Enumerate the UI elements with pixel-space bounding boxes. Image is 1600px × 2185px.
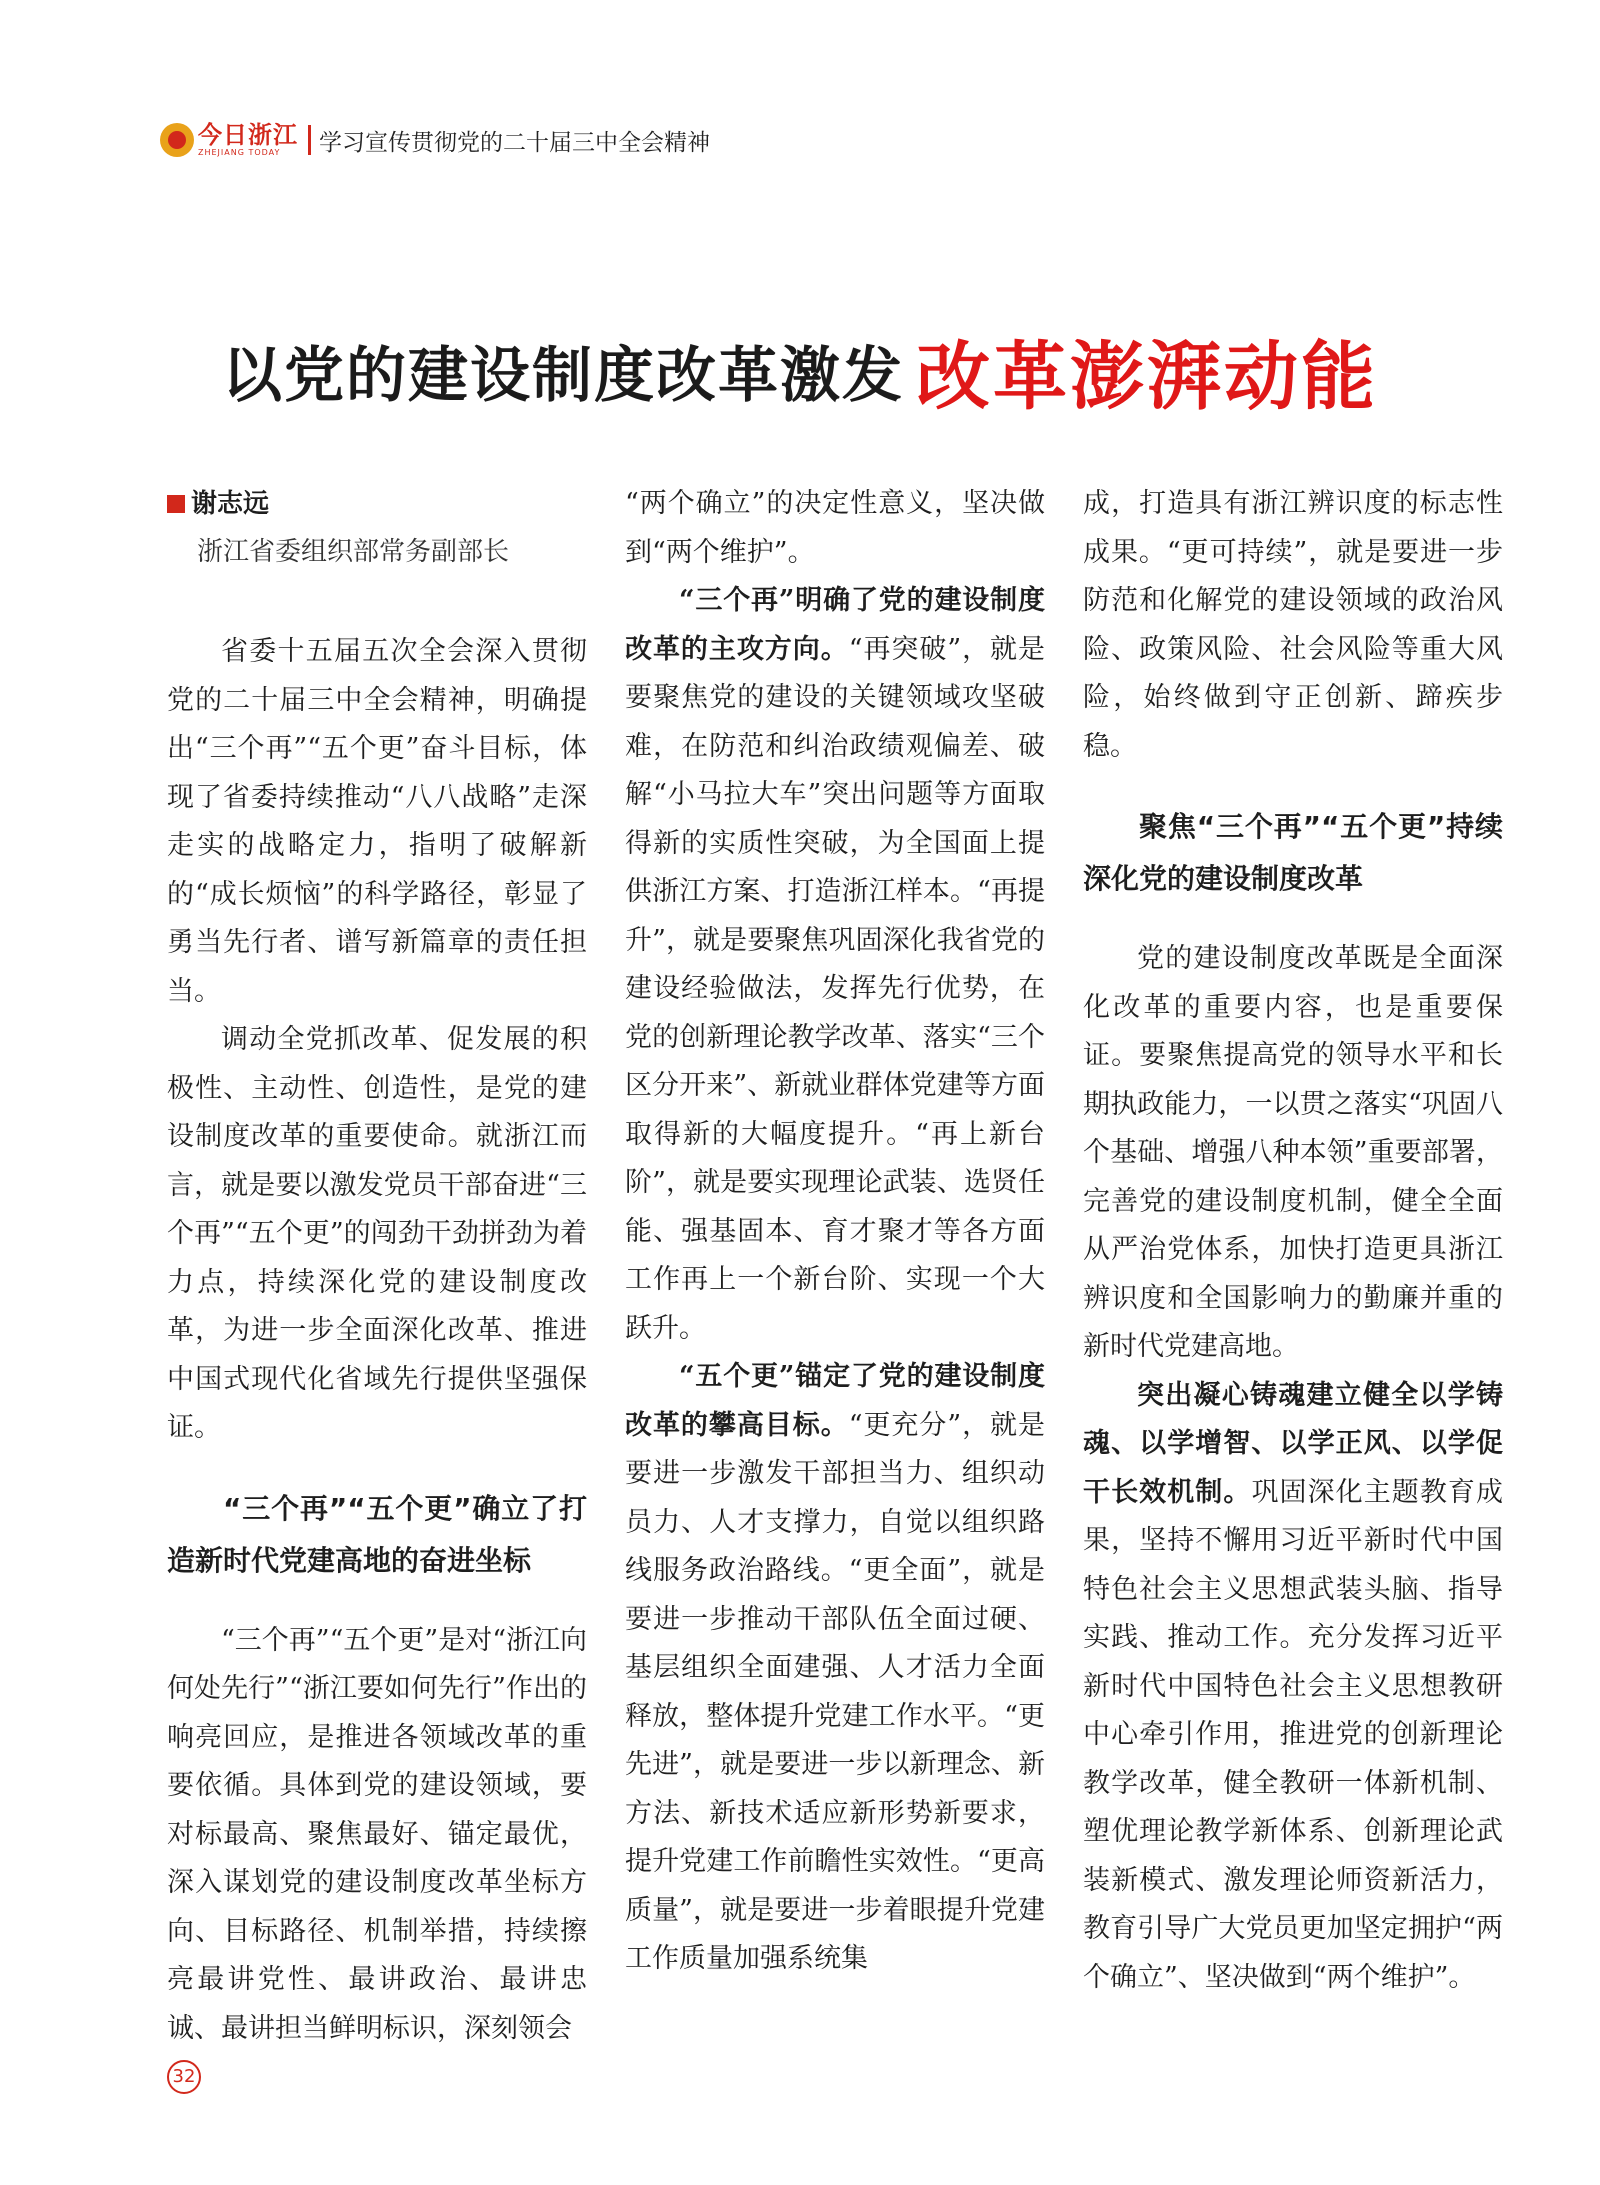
column-1 [167,480,587,2053]
title-part2: 改革澎湃动能 [916,334,1378,420]
paragraph-body: 巩固深化主题教育成果，坚持不懈用习近平新时代中国特色社会主义思想武装头脑、指导实践、推动工作。充分发挥习近平新时代中国特色社会主义思想教研中心牵引作用，推进党的创新理论教学改革，健全教研一体新机制、塑优理论教学新体系、创新理论武装新模式、激发理论师资新活力，教育引导广大党员更加坚定拥护“两个确立”、坚决做到“两个维护”。 [1083,1476,1504,1993]
section-heading: “三个再”“五个更”确立了打造新时代党建高地的奋进坐标 [167,1491,587,1577]
paragraph [625,577,1045,1353]
paragraph: “三个再”“五个更”是对“浙江向何处先行”“浙江要如何先行”作出的响亮回应，是推进各领域改革的重要依循。具体到党的建设领域，要对标最高、聚焦最好、锚定最优，深入谋划党的建设制度改革坐标方向、目标路径、机制举措，持续擦亮最讲党性、最讲政治、最讲忠诚、最讲担当鲜明标识，深刻领会 [167,1624,588,2044]
paragraph [1083,1372,1503,2003]
article-title [0,318,1600,424]
logo-en: ZHEJIANG TODAY [198,148,281,157]
column-2 [625,480,1045,1984]
paragraph: 省委十五届五次全会深入贯彻党的二十届三中全会精神，明确提出“三个再”“五个更”奋斗目标，体现了省委持续推动“八八战略”走深走实的战略定力，指明了破解新的“成长烦恼”的科学路径，彰显了勇当先行者、谱写新篇章的责任担当。 [167,636,587,1007]
paragraph: 党的建设制度改革既是全面深化改革的重要内容，也是重要保证。要聚焦提高党的领导水平和长期执政能力，一以贯之落实“巩固八个基础、增强八种本领”重要部署，完善党的建设制度机制，健全全面从严治党体系，加快打造更具浙江辨识度和全国影响力的勤廉并重的新时代党建高地。 [1083,943,1503,1362]
paragraph: 成，打造具有浙江辨识度的标志性成果。“更可持续”，就是要进一步防范和化解党的建设领域的政治风险、政策风险、社会风险等重大风险，始终做到守正创新、蹄疾步稳。 [1083,488,1503,762]
paragraph [625,1353,1045,1984]
section-heading: 聚焦“三个再”“五个更”持续深化党的建设制度改革 [1083,810,1503,895]
paragraph-lead: 突出凝心铸魂建立健全以学铸魂、以学增智、以学正风、以学促干长效机制。 [1083,1379,1503,1508]
paragraph: “两个确立”的决定性意义，坚决做到“两个维护”。 [625,488,1045,568]
logo-mark-icon [160,123,194,157]
author-mark-icon [167,495,185,513]
page-number: 32 [167,2060,201,2094]
author-position: 浙江省委组织部常务副部长 [197,537,510,567]
paragraph-lead: “五个更”锚定了党的建设制度改革的攀高目标。 [625,1361,1045,1441]
paragraph-lead: “三个再”明确了党的建设制度改革的主攻方向。 [625,585,1045,665]
column-3 [1083,480,1503,2002]
paragraph: 调动全党抓改革、促发展的积极性、主动性、创造性，是党的建设制度改革的重要使命。就浙江而言，就是要以激发党员干部奋进“三个再”“五个更”的闯劲干劲拼劲为着力点，持续深化党的建设制度改革，为进一步全面深化改革、推进中国式现代化省域先行提供坚强保证。 [167,1024,587,1443]
author-name: 谢志远 [167,480,587,528]
paragraph-body: “再突破”，就是要聚焦党的建设的关键领域攻坚破难，在防范和纠治政绩观偏差、破解“小马拉大车”突出问题等方面取得新的实质性突破，为全国面上提供浙江方案、打造浙江样本。“再提升”，就是要聚焦巩固深化我省党的建设经验做法，发挥先行优势，在党的创新理论教学改革、落实“三个区分开来”、新就业群体党建等方面取得新的大幅度提升。“再上新台阶”，就是要实现理论武装、选贤任能、强基固本、育才聚才等各方面工作再上一个新台阶、实现一个大跃升。 [625,633,1046,1344]
paragraph-body: “更充分”，就是要进一步激发干部担当力、组织动员力、人才支撑力，自觉以组织路线服务政治路线。“更全面”，就是要进一步推动干部队伍全面过硬、基层组织全面建强、人才活力全面释放，整体提升党建工作水平。“更先进”，就是要进一步以新理念、新方法、新技术适应新形势新要求，提升党建工作前瞻性实效性。“更高质量”，就是要进一步着眼提升党建工作质量加强系统集 [625,1409,1046,1974]
header-divider [308,125,311,155]
logo [160,123,298,157]
logo-cn: 今日浙江 [198,121,298,149]
section-title: 学习宣传贯彻党的二十届三中全会精神 [319,129,710,156]
title-part1: 以党的建设制度改革激发 [222,341,904,411]
page-header [160,118,710,162]
